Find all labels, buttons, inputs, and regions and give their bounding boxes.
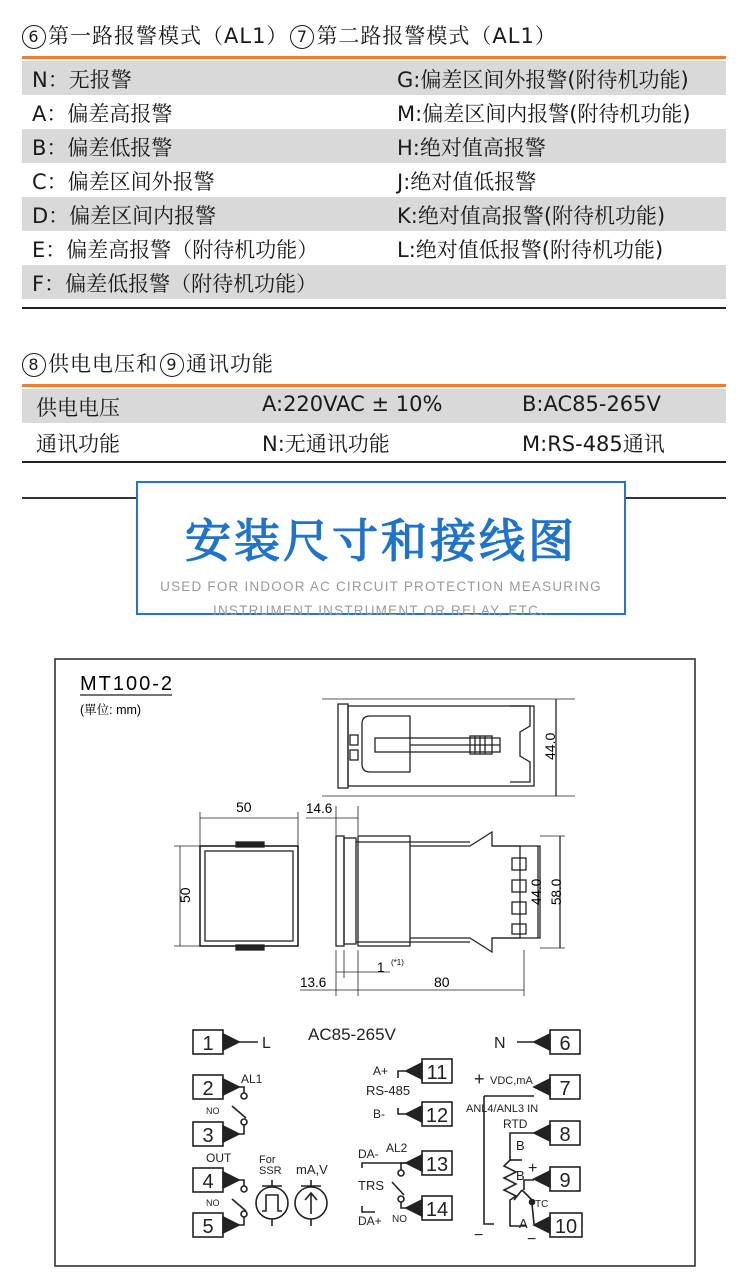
alarm1-title: 第一路报警模式（AL1）: [48, 24, 289, 48]
top-height-dim: 44.0: [542, 732, 558, 760]
terminal-t14-number: 14: [425, 1199, 449, 1221]
no2-label: NO: [206, 1198, 220, 1208]
alarm-mode-right: M:偏差区间内报警(附待机功能): [397, 102, 691, 126]
power-cell-c3: B:AC85-265V: [522, 392, 661, 416]
terminal-t6-wedge: [534, 1034, 550, 1050]
terminal-t2-wedge: [223, 1079, 239, 1095]
line-L-label: L: [262, 1035, 271, 1052]
model-label: MT100-2: [80, 673, 175, 695]
b-minus-label: B-: [373, 1107, 385, 1121]
alarm-mode-right: G:偏差区间外报警(附待机功能): [397, 68, 689, 92]
alarm-mode-left: C：偏差区间外报警: [32, 170, 215, 194]
wiring-labels: [202, 1025, 577, 1248]
panel-cut-dim: 13.6: [300, 975, 327, 990]
trs-label: TRS: [358, 1178, 384, 1193]
terminal-t3-number: 3: [202, 1125, 214, 1147]
number-6-badge: 6: [22, 25, 46, 49]
terminal-t5-number: 5: [202, 1216, 214, 1238]
al1-label: AL1: [241, 1072, 263, 1086]
side-inner-dim: 44.0: [529, 878, 544, 905]
terminal-t10-wedge: [534, 1217, 550, 1233]
terminal-t9-number: 9: [559, 1170, 571, 1192]
power-title: 供电电压和: [48, 352, 158, 376]
bezel-depth-dim: 14.6: [306, 801, 333, 816]
alarm-mode-right: L:绝对值低报警(附待机功能): [397, 238, 664, 262]
alarm-mode-left: B：偏差低报警: [32, 136, 173, 160]
terminal-t11-wedge: [406, 1063, 422, 1079]
anl-label: ANL4/ANL3 IN: [466, 1103, 539, 1115]
body-length-dim: 80: [434, 974, 450, 990]
wiring-diagram: [193, 1030, 582, 1237]
terminal-t3-wedge: [223, 1126, 239, 1142]
b2-label: B: [516, 1168, 525, 1183]
number-7-badge: 7: [290, 25, 314, 49]
a-plus-label: A+: [373, 1064, 389, 1078]
ssr-label: SSR: [259, 1165, 282, 1177]
terminal-t1-number: 1: [202, 1033, 214, 1055]
mav-label: mA,V: [296, 1162, 328, 1177]
front-view: [174, 812, 298, 950]
alarm-mode-right: J:绝对值低报警: [397, 170, 537, 194]
alarm2-title: 第二路报警模式（AL1）: [316, 24, 557, 48]
vdc-plus-label: +: [474, 1069, 485, 1089]
a-label: A: [519, 1216, 528, 1231]
unit-label: (單位: mm): [80, 703, 142, 717]
power-cell-c1: 供电电压: [36, 396, 120, 420]
line-N-label: N: [494, 1035, 506, 1052]
number-9-badge: 9: [160, 353, 184, 377]
no1-label: NO: [206, 1106, 220, 1116]
comm-title: 通讯功能: [186, 352, 274, 376]
terminal-t14-wedge: [406, 1200, 422, 1216]
alarm-mode-left: A：偏差高报警: [32, 102, 173, 126]
alarm-mode-left: D：偏差区间内报警: [32, 204, 217, 228]
terminal-t11-number: 11: [426, 1062, 448, 1084]
terminal-t12-number: 12: [425, 1105, 449, 1127]
gap-note: (*1): [391, 958, 404, 967]
tc-plus-label: +: [528, 1160, 538, 1177]
power-cell-c2: A:220VAC ± 10%: [262, 392, 443, 416]
terminal-t5-wedge: [223, 1217, 239, 1233]
terminal-t7-number: 7: [559, 1078, 571, 1100]
da-minus-label: DA-: [358, 1147, 379, 1161]
terminal-t12-wedge: [406, 1106, 422, 1122]
alarm-mode-right: K:绝对值高报警(附待机功能): [397, 204, 666, 228]
terminal-t2-number: 2: [202, 1078, 214, 1100]
minus-left-label: −: [474, 1227, 484, 1244]
terminal-t13-wedge: [406, 1155, 422, 1171]
banner-subtitle-line1: USED FOR INDOOR AC CIRCUIT PROTECTION MEASURING: [160, 579, 602, 594]
gap-dim: 1: [377, 960, 385, 975]
terminal-t4-number: 4: [202, 1171, 214, 1193]
terminal-t10-number: 10: [554, 1216, 578, 1238]
power-cell-c2: N:无通讯功能: [262, 432, 390, 456]
ssr-for-label: For: [259, 1154, 276, 1166]
number-8-badge: 8: [22, 353, 46, 377]
top-view: [322, 699, 575, 796]
front-height-dim: 50: [177, 887, 193, 903]
power-supply-label: AC85-265V: [308, 1025, 396, 1044]
terminal-t8-number: 8: [559, 1124, 571, 1146]
alarm-mode-right: H:绝对值高报警: [397, 136, 546, 160]
terminal-t8-wedge: [534, 1125, 550, 1141]
no3-label: NO: [392, 1214, 407, 1225]
b1-label: B: [516, 1138, 525, 1153]
side-outer-dim: 58.0: [549, 878, 564, 905]
alarm-mode-left: E：偏差高报警（附待机功能）: [32, 238, 319, 262]
power-cell-c3: M:RS-485通讯: [522, 432, 665, 456]
al2-label: AL2: [386, 1141, 408, 1155]
alarm-mode-left: F：偏差低报警（附待机功能）: [32, 272, 318, 296]
vdc-label: VDC,mA: [490, 1075, 533, 1087]
minus-right-label: −: [527, 1231, 537, 1248]
terminal-t6-number: 6: [559, 1033, 571, 1055]
alarm-mode-left: N：无报警: [32, 68, 132, 92]
banner-subtitle-line2: INSTRUMENT INSTRUMENT OR RELAY, ETC..: [213, 603, 549, 618]
da-plus-label: DA+: [358, 1214, 382, 1228]
terminal-t1-wedge: [223, 1034, 239, 1050]
terminal-t7-wedge: [534, 1079, 550, 1095]
front-width-dim: 50: [236, 799, 252, 815]
banner-title: 安装尺寸和接线图: [185, 514, 577, 568]
out-label: OUT: [206, 1151, 232, 1165]
tc-label: TC: [535, 1199, 549, 1210]
terminal-t13-number: 13: [425, 1154, 449, 1176]
terminal-t4-wedge: [223, 1172, 239, 1188]
side-view: [300, 806, 565, 996]
rs485-label: RS-485: [366, 1083, 411, 1098]
rtd-label: RTD: [503, 1117, 528, 1131]
power-cell-c1: 通讯功能: [36, 432, 120, 456]
